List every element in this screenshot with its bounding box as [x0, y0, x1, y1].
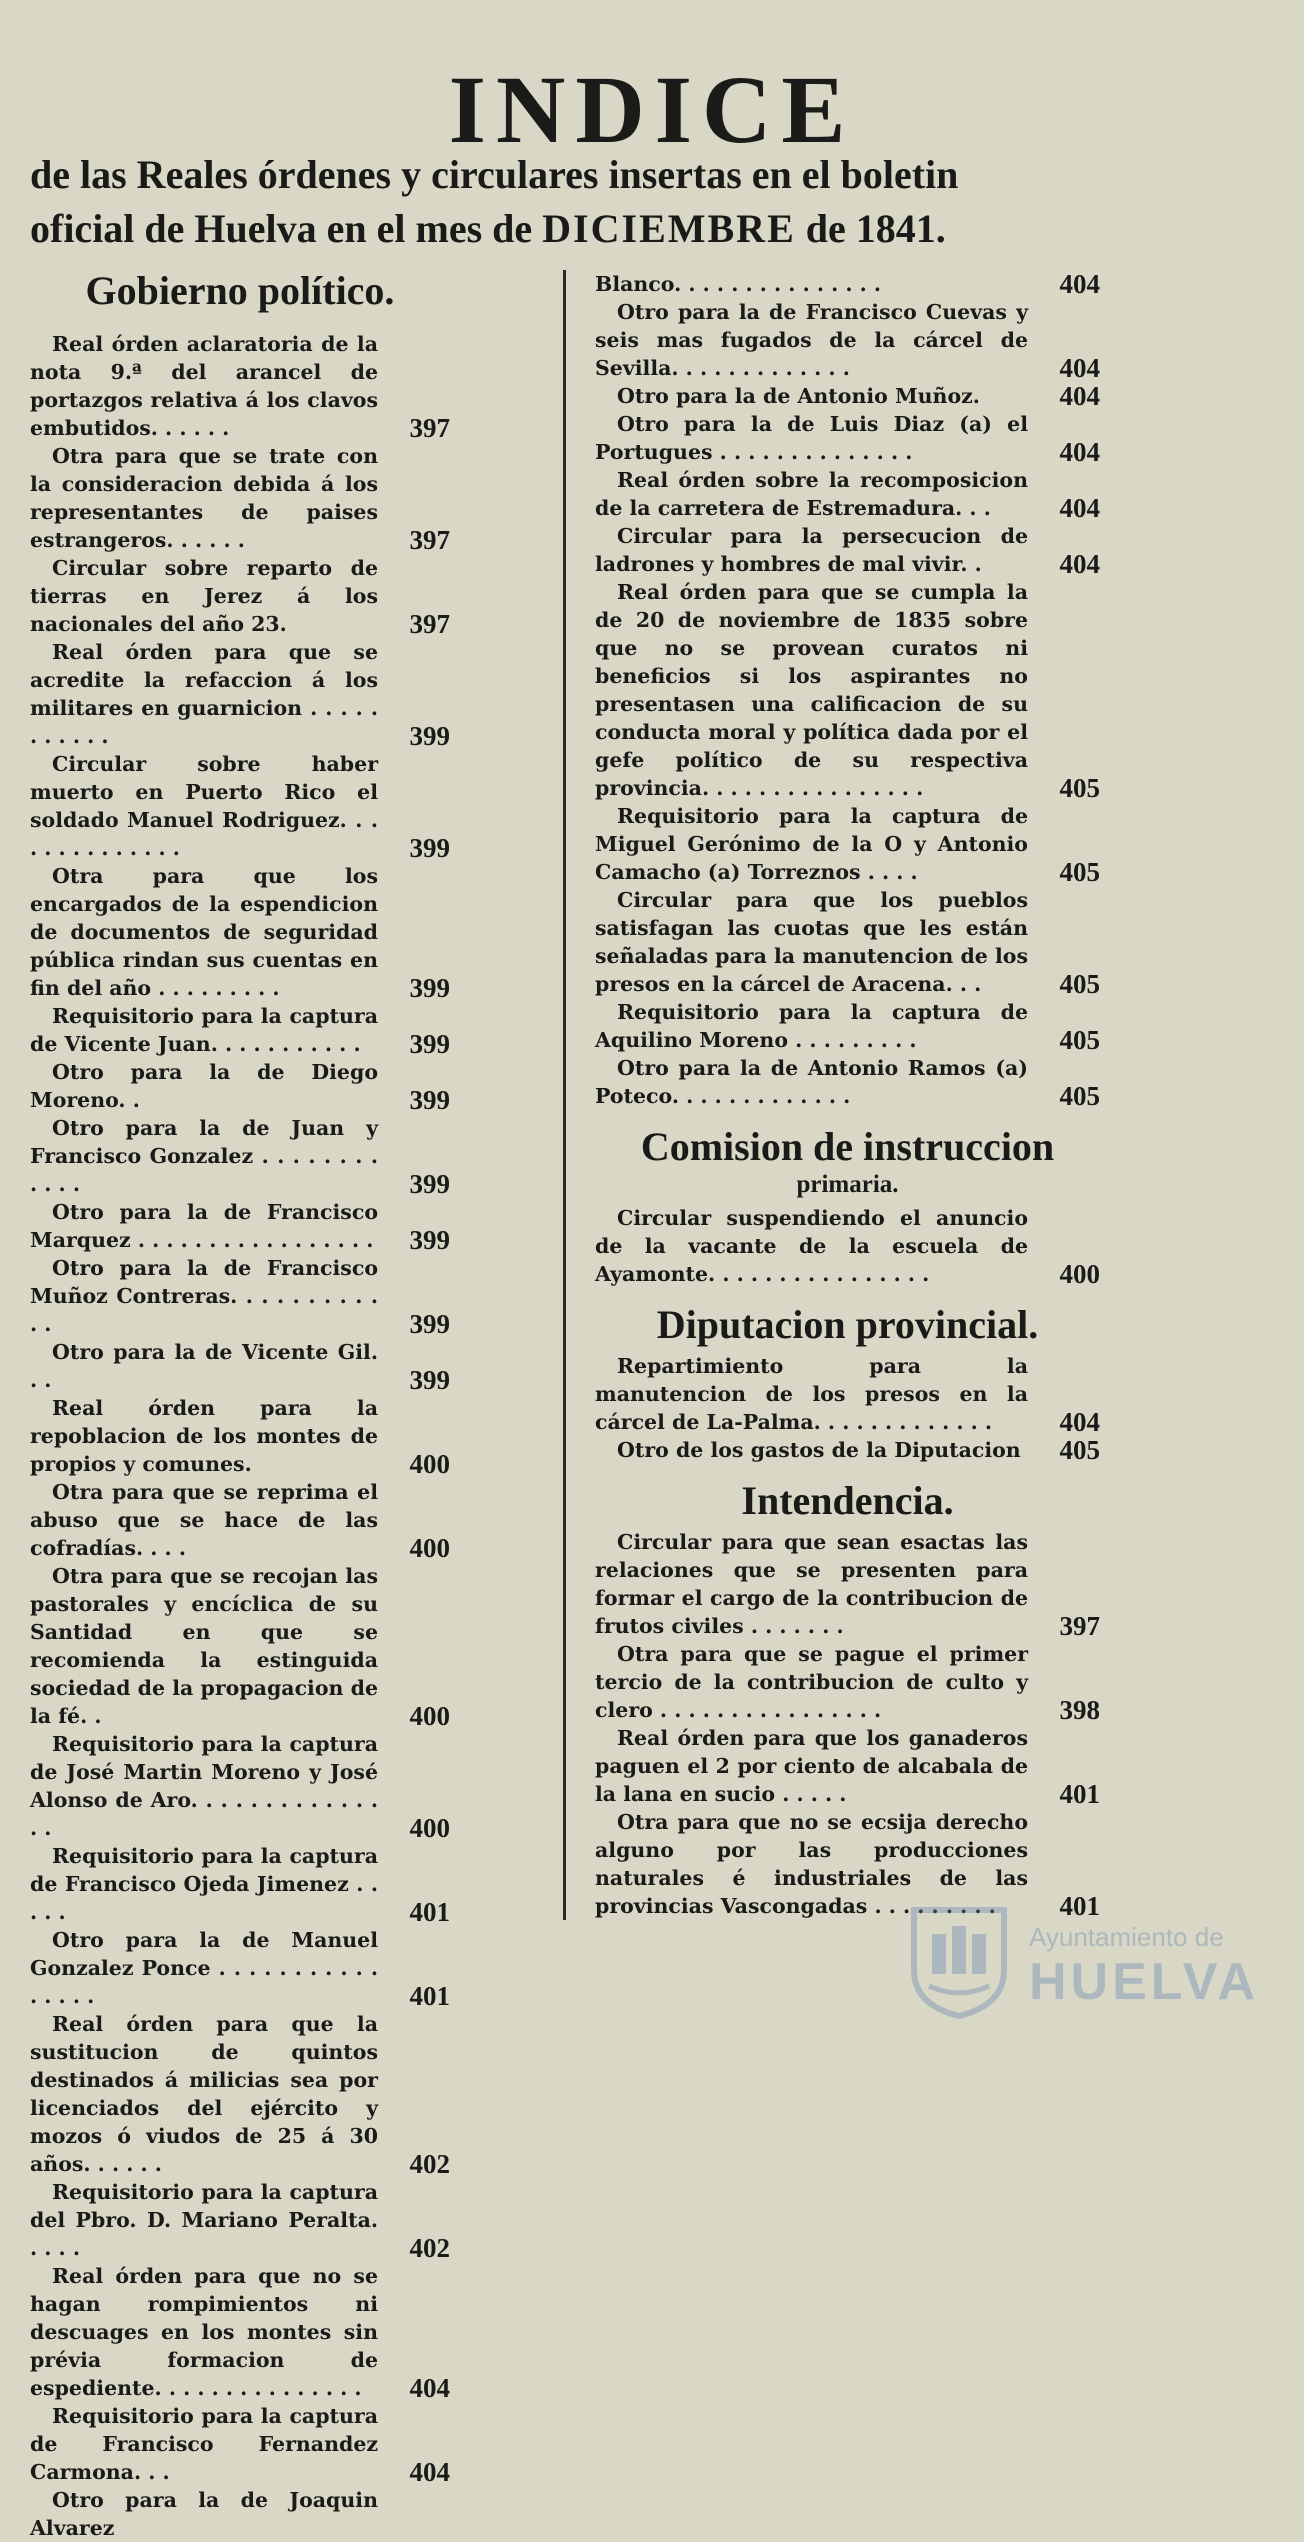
index-entry	[595, 998, 1100, 1054]
index-entry	[595, 382, 1100, 410]
entry-page-number: 397	[409, 413, 450, 443]
index-entry	[30, 1058, 450, 1114]
entry-text: Circular sobre reparto de tierras en Jerez á los nacionales del año 23.	[30, 556, 378, 636]
index-entry	[30, 638, 450, 750]
watermark	[904, 1900, 1284, 2020]
entry-text: Otro para la de Antonio Ramos (a) Poteco. . . . . . . . . . . . .	[595, 1056, 1028, 1108]
entry-text: Otro para la de Francisco Marquez . . . . . . . . . . . . . . . . .	[30, 1200, 378, 1252]
section-title-gobierno: Gobierno político.	[85, 268, 395, 313]
entry-text: Requisitorio para la captura de Aquilino Moreno . . . . . . . . .	[595, 1000, 1028, 1052]
index-entry	[30, 2262, 450, 2402]
entry-text: Otra para que se recojan las pastorales y encíclica de su Santidad en que se recomienda la estinguida sociedad de la propagacion de la fé. .	[30, 1564, 378, 1728]
section-title-instruccion-sub: primaria.	[796, 1171, 899, 1198]
index-entry	[30, 1002, 450, 1058]
entry-text: Otra para que se pague el primer tercio de la contribucion de culto y clero . . . . . . . . . . . . . . . .	[595, 1642, 1028, 1723]
right-entry-list-a	[595, 298, 1100, 1110]
entry-page-number: 402	[409, 2149, 450, 2179]
section-title-instruccion-main: Comision de instruccion	[640, 1124, 1055, 1169]
index-entry	[595, 1054, 1100, 1110]
entry-text: Real órden aclaratoria de la nota 9.ª del arancel de portazgos relativa á los clavos embutidos. . . . . .	[30, 332, 378, 440]
entry-text: Otro para la de Francisco Muñoz Contreras. . . . . . . . . . . .	[30, 1256, 378, 1336]
entry-page-number: 399	[409, 833, 450, 863]
entry-page-number: 398	[1059, 1695, 1100, 1726]
entry-text: Requisitorio para la captura de Francisco Fernandez Carmona. . .	[30, 2404, 378, 2484]
entry-text: Requisitorio para la captura de José Martin Moreno y José Alonso de Aro. . . . . . . . . . . . . . .	[30, 1732, 378, 1840]
entry-page-number: 399	[409, 1085, 450, 1115]
entry-page-number: 405	[1059, 1435, 1100, 1466]
entry-page-number: 405	[1059, 1025, 1100, 1055]
entry-text: Repartimiento para la manutencion de los presos en la cárcel de La-Palma. . . . . . . . . . . . .	[595, 1354, 1028, 1435]
entry-text: Otra para que los encargados de la espendicion de documentos de seguridad pública rindan sus cuentas en fin del año . . . . . . . . .	[30, 864, 378, 1000]
index-entry	[30, 750, 450, 862]
entry-page-number: 404	[1059, 1407, 1100, 1438]
left-column	[30, 262, 450, 2542]
index-entry	[30, 330, 450, 442]
entry-page-number: 401	[409, 1897, 450, 1927]
right-entry-list-c	[595, 1352, 1100, 1464]
entry-text: Circular para que sean esactas las relaciones que se presenten para formar el cargo de la contribucion de frutos civiles . . . . . . .	[595, 1530, 1028, 1639]
entry-page-number: 399	[409, 1365, 450, 1395]
entry-page-number: 405	[1059, 1081, 1100, 1111]
subtitle-line-1: de las Reales órdenes y circulares insertas en el boletin	[30, 152, 959, 197]
index-entry	[595, 1528, 1100, 1640]
subtitle-line-2-text: oficial de Huelva en el mes de	[30, 206, 533, 251]
index-entry	[30, 1198, 450, 1254]
entry-page-number: 404	[1059, 269, 1100, 299]
entry-page-number: 404	[409, 2373, 450, 2403]
entry-text: Circular para la persecucion de ladrones y hombres de mal vivir. .	[595, 524, 1028, 576]
city-shield-icon	[904, 1900, 1014, 2020]
index-entry	[30, 1478, 450, 1562]
entry-page-number: 402	[409, 2233, 450, 2263]
entry-page-number: 405	[1059, 773, 1100, 803]
entry-page-number: 401	[409, 1981, 450, 2011]
entry-text: Requisitorio para la captura de Vicente Juan. . . . . . . . . . .	[30, 1004, 378, 1056]
page-subtitle	[30, 148, 1090, 256]
right-entry-list-b	[595, 1204, 1100, 1288]
entry-text: Blanco. . . . . . . . . . . . . . .	[595, 272, 882, 296]
right-entry-list-d	[595, 1528, 1100, 1920]
entry-text: Circular suspendiendo el anuncio de la vacante de la escuela de Ayamonte. . . . . . . . . . . . . . . .	[595, 1206, 1028, 1287]
entry-page-number: 405	[1059, 969, 1100, 999]
entry-page-number: 397	[409, 609, 450, 639]
index-entry	[30, 1926, 450, 2010]
entry-text: Requisitorio para la captura de Miguel Gerónimo de la O y Antonio Camacho (a) Torreznos . . . .	[595, 804, 1028, 884]
entry-page-number: 399	[409, 1225, 450, 1255]
entry-page-number: 404	[1059, 437, 1100, 467]
entry-page-number: 399	[409, 721, 450, 751]
entry-text: Real órden para que no se hagan rompimientos ni descuages en los montes sin prévia formacion de espediente. . . . . . . . . . . . . . .	[30, 2264, 378, 2400]
index-entry	[595, 1724, 1100, 1808]
entry-page-number: 404	[1059, 381, 1100, 411]
left-entry-list	[30, 330, 450, 2542]
entry-text: Real órden sobre la recomposicion de la carretera de Estremadura. . .	[595, 468, 1028, 520]
entry-page-number: 397	[1059, 1611, 1100, 1642]
index-entry	[30, 1114, 450, 1198]
entry-text: Requisitorio para la captura de Francisco Ojeda Jimenez . . . . .	[30, 1844, 378, 1924]
entry-page-number: 401	[1059, 1779, 1100, 1810]
entry-text: Otro para la de Antonio Muñoz.	[617, 384, 980, 408]
entry-text: Otro para la de Manuel Gonzalez Ponce . . . . . . . . . . . . . . . .	[30, 1928, 378, 2008]
index-entry	[595, 1204, 1100, 1288]
entry-page-number: 400	[409, 1813, 450, 1843]
entry-page-number: 400	[409, 1449, 450, 1479]
entry-text: Real órden para que se acredite la refaccion á los militares en guarnicion . . . . . . . . . . .	[30, 640, 378, 748]
entry-text: Otro de los gastos de la Diputacion	[617, 1438, 1021, 1463]
entry-text: Real órden para que la sustitucion de quintos destinados á milicias sea por licenciados del ejército y mozos ó viudos de 25 á 30 años. . . . . .	[30, 2012, 378, 2176]
entry-page-number: 400	[409, 1533, 450, 1563]
index-entry	[595, 466, 1100, 522]
index-entry	[595, 410, 1100, 466]
entry-text: Real órden para que los ganaderos paguen el 2 por ciento de alcabala de la lana en sucio . . . . .	[595, 1726, 1028, 1807]
index-entry	[30, 1394, 450, 1478]
entry-page-number: 399	[409, 1309, 450, 1339]
index-entry	[30, 1730, 450, 1842]
entry-page-number: 404	[1059, 353, 1100, 383]
entry-text: Otro para la de Luis Diaz (a) el Portugues . . . . . . . . . . . . . .	[595, 412, 1028, 464]
index-entry	[595, 522, 1100, 578]
entry-text: Otro para la de Vicente Gil. . .	[30, 1340, 378, 1392]
entry-page-number: 401	[1059, 1891, 1100, 1922]
index-entry-continuation	[595, 270, 1100, 298]
entry-text: Otra para que se reprima el abuso que se hace de las cofradías. . . .	[30, 1480, 378, 1560]
index-entry	[30, 1842, 450, 1926]
column-divider	[563, 270, 566, 1920]
entry-page-number: 404	[409, 2457, 450, 2487]
entry-page-number: 399	[409, 1029, 450, 1059]
index-entry	[30, 2178, 450, 2262]
index-entry	[595, 298, 1100, 382]
index-entry	[30, 1338, 450, 1394]
entry-text: Otro para la de Joaquin Alvarez	[30, 2488, 378, 2540]
entry-text: Real órden para que se cumpla la de 20 de noviembre de 1835 sobre que no se provean curatos ni beneficios si los aspirantes no presentasen una calificacion de su conducta moral y política dada por el gefe político de su respectiva provincia. . . . . . . . . . . . . . . .	[595, 580, 1028, 800]
entry-page-number: 405	[1059, 857, 1100, 887]
index-entry	[595, 1640, 1100, 1724]
index-entry	[30, 2402, 450, 2486]
entry-text: Otro para la de Diego Moreno. .	[30, 1060, 378, 1112]
entry-page-number: 399	[409, 973, 450, 1003]
entry-text: Real órden para la repoblacion de los montes de propios y comunes.	[30, 1396, 378, 1476]
entry-text: Otra para que no se ecsija derecho alguno por las producciones naturales é industriales de las provincias Vascongadas . . . . . . . . .	[595, 1810, 1028, 1919]
index-entry	[595, 802, 1100, 886]
entry-text: Circular para que los pueblos satisfagan las cuotas que les están señaladas para la manutencion de los presos en la cárcel de Aracena. . .	[595, 888, 1028, 996]
entry-page-number: 399	[409, 1169, 450, 1199]
right-column	[595, 270, 1100, 1920]
entry-text: Otro para la de Juan y Francisco Gonzalez . . . . . . . . . . . .	[30, 1116, 378, 1196]
watermark-line-2: HUELVA	[1029, 1953, 1260, 2011]
section-title-intendencia: Intendencia.	[741, 1478, 954, 1524]
index-entry	[30, 442, 450, 554]
entry-page-number: 404	[1059, 493, 1100, 523]
index-entry	[30, 862, 450, 1002]
page-title: INDICE	[448, 56, 856, 163]
index-entry	[30, 554, 450, 638]
subtitle-year: de 1841.	[805, 206, 946, 251]
index-entry	[30, 1254, 450, 1338]
entry-text: Requisitorio para la captura del Pbro. D. Mariano Peralta. . . . .	[30, 2180, 378, 2260]
section-title-instruccion	[595, 1126, 1100, 1198]
entry-page-number: 397	[409, 525, 450, 555]
subtitle-line-2	[30, 202, 1090, 256]
entry-text: Otro para la de Francisco Cuevas y seis mas fugados de la cárcel de Sevilla. . . . . . . . . . . . .	[595, 300, 1028, 380]
watermark-line-1: Ayuntamiento de	[1029, 1922, 1224, 1952]
subtitle-month: DICIEMBRE	[542, 206, 796, 251]
index-entry	[30, 2010, 450, 2178]
index-entry	[595, 578, 1100, 802]
entry-text: Otra para que se trate con la consideracion debida á los representantes de paises estrangeros. . . . . .	[30, 444, 378, 552]
index-entry	[30, 2486, 450, 2542]
entry-page-number: 404	[1059, 549, 1100, 579]
entry-page-number: 400	[1059, 1259, 1100, 1290]
index-entry	[595, 1436, 1100, 1464]
index-entry	[595, 1352, 1100, 1436]
section-title-diputacion: Diputacion provincial.	[656, 1302, 1039, 1348]
index-entry	[30, 1562, 450, 1730]
entry-text: Circular sobre haber muerto en Puerto Rico el soldado Manuel Rodriguez. . . . . . . . . . . . . .	[30, 752, 378, 860]
entry-page-number: 400	[409, 1701, 450, 1731]
index-entry	[595, 886, 1100, 998]
